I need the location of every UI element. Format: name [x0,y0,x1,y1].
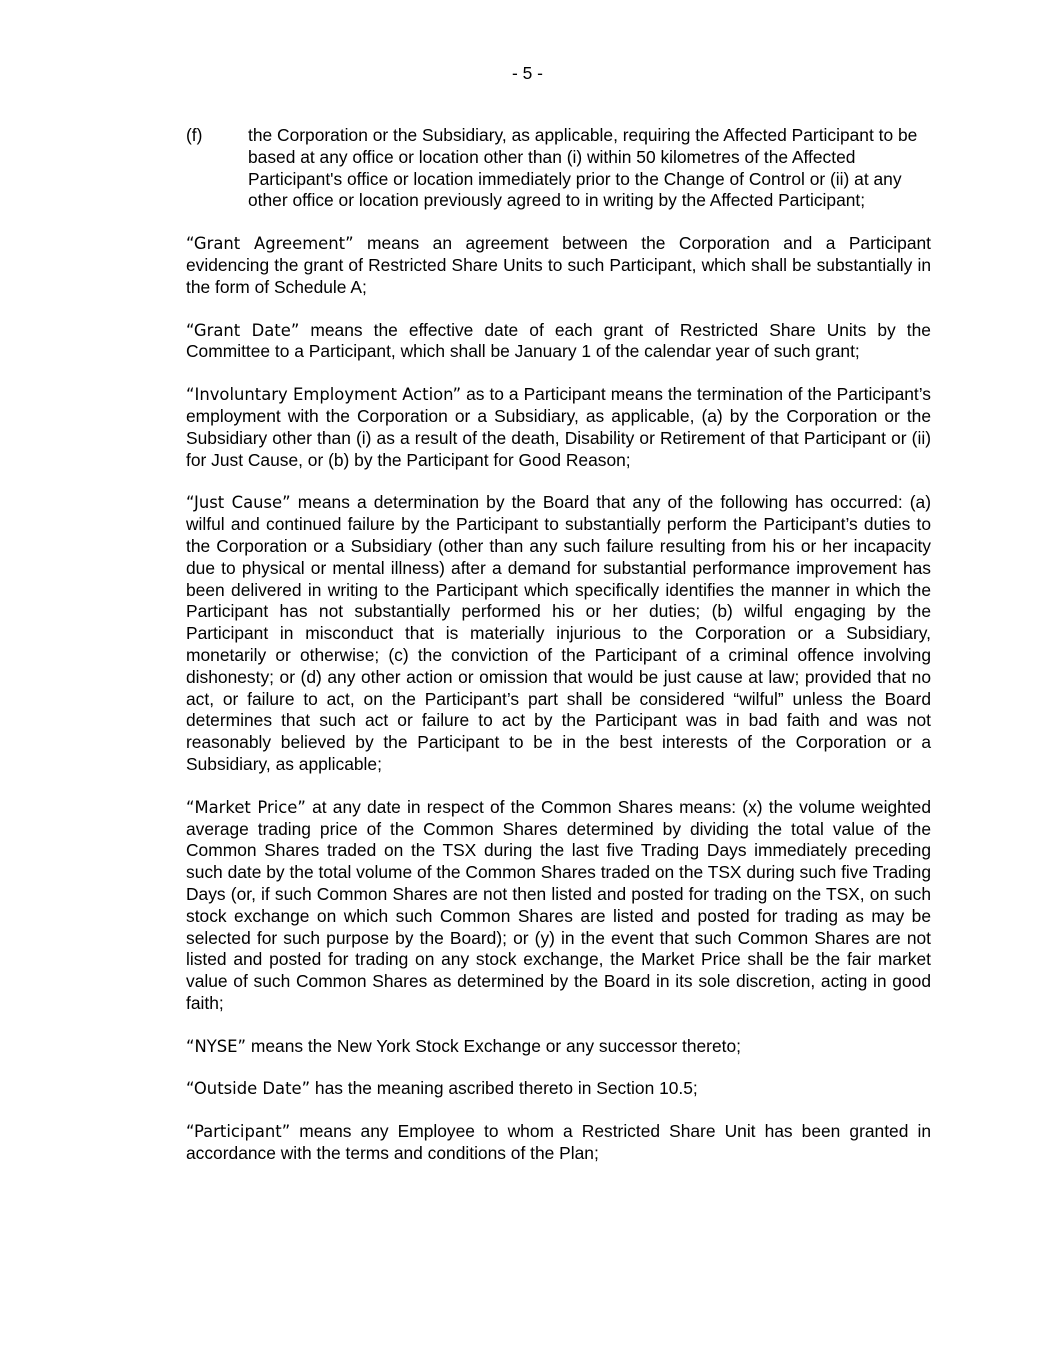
clause-f [186,125,931,212]
definition-involuntary-employment-action [186,384,931,471]
definition-term: “Involuntary Employment Action” [186,385,462,405]
clause-f-text: the Corporation or the Subsidiary, as applicable, requiring the Affected Participant to be based at any office or location other than (i) within 50 kilometres of the Affected Participant's office or location immediately prior to the Change of Control or (ii) at any other office or location previously agreed to in writing by the Affected Participant; [248,125,918,211]
clause-f-marker: (f) [186,125,203,145]
definition-outside-date [186,1078,931,1100]
definition-text: means the New York Stock Exchange or any successor thereto; [246,1035,741,1056]
definition-grant-agreement [186,233,931,298]
definition-participant [186,1121,931,1165]
page-number: - 5 - [512,63,543,83]
definition-text: means a determination by the Board that any of the following has occurred: (a) wilful and continued failure by the Participant to substantially perform the Participant’s duties to the Corporation or a Subsidiary (other than any such failure resulting from his or her incapacity due to physical or mental illness) after a demand for substantial performance improvement has been delivered in writing to the Participant which specifically identifies the manner in which the Participant has not substantially performed his or her duties; (b) wilful engaging by the Participant in misconduct that is materially injurious to the Corporation or a Subsidiary, monetarily or otherwise; (c) the conviction of the Participant of a criminal offence involving dishonesty; or (d) any other action or omission that would be just cause at law; provided that no act, or failure to act, on the Participant’s part shall be considered “wilful” unless the Board determines that such act or failure to act by the Participant was in bad faith and was not reasonably believed by the Participant to be in the best interests of the Corporation or a Subsidiary, as applicable; [186,492,931,774]
definition-just-cause [186,492,931,775]
definition-grant-date [186,320,931,364]
definition-text: means the effective date of each grant of Restricted Share Units by the Committee to a Participant, which shall be January 1 of the calendar year of such grant; [186,319,931,362]
definition-term: “Grant Agreement” [186,234,354,254]
definition-nyse [186,1036,931,1058]
definition-text: as to a Participant means the termination of the Participant’s employment with the Corporation or a Subsidiary, as applicable, (a) by the Corporation or the Subsidiary other than (i) as a result of the death, Disability or Retirement of that Participant or (ii) for Just Cause, or (b) by the Participant for Good Reason; [186,384,931,470]
document-body [186,125,931,1186]
definition-text: means any Employee to whom a Restricted Share Unit has been granted in accordance with the terms and conditions of the Plan; [186,1121,931,1164]
definition-term: “NYSE” [186,1036,247,1056]
definition-term: “Outside Date” [186,1079,311,1099]
definition-term: “Market Price” [186,797,306,817]
definition-market-price [186,797,931,1015]
definition-text: at any date in respect of the Common Shares means: (x) the volume weighted average trading price of the Common Shares determined by dividing the total value of the Common Shares traded on the TSX during the last five Trading Days immediately preceding such date by the total volume of the Common Shares traded on the TSX during such five Trading Days (or, if such Common Shares are not then listed and posted for trading on the TSX, on such stock exchange on which such Common Shares are listed and posted for trading as may be selected for such purpose by the Board); or (y) in the event that such Common Shares are not listed and posted for trading on any stock exchange, the Market Price shall be the fair market value of such Common Shares as determined by the Board in its sole discretion, acting in good faith; [186,796,932,1013]
definition-text: has the meaning ascribed thereto in Section 10.5; [310,1078,698,1099]
definition-term: “Participant” [186,1122,291,1142]
definition-text: means an agreement between the Corporation and a Participant evidencing the grant of Restricted Share Units to such Participant, which shall be substantially in the form of Schedule A; [186,233,931,297]
definition-term: “Just Cause” [186,493,291,513]
definition-term: “Grant Date” [186,320,300,340]
